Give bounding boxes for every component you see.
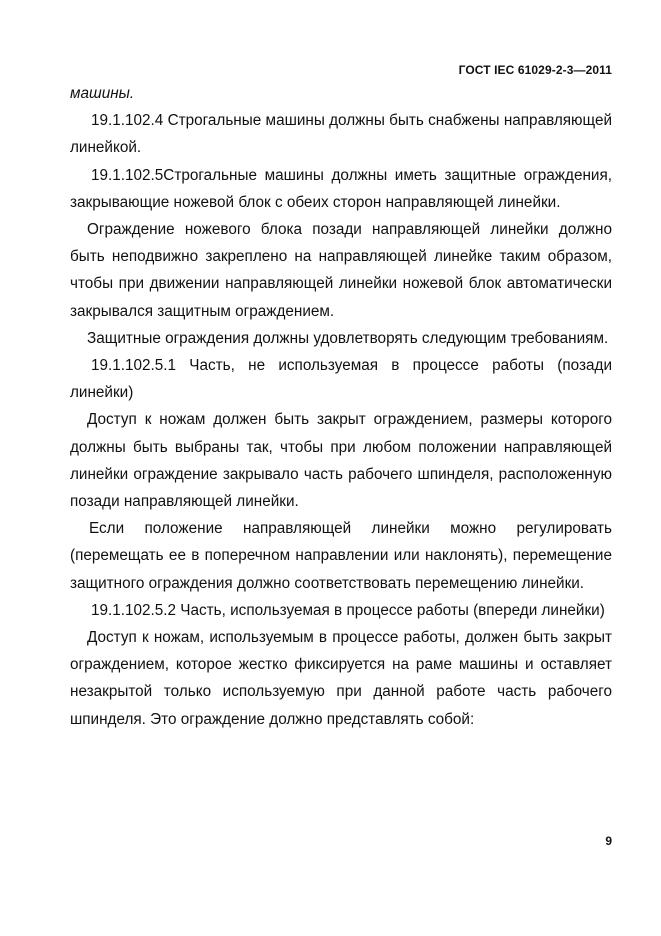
paragraph-continuation: машины. [70,85,135,102]
paragraph-clause-19-1-102-4: 19.1.102.4 Строгальные машины должны быть снабжены направляющей линейкой. [70,112,612,157]
paragraph-access-front: Доступ к ножам, используемым в процессе работы, должен быть закрыт ограждением, которое жестко фиксируется на раме машины и оставляет незакрытой только используемую при данной работе часть рабочего шпинделя. Это ограждение должно представлять собой: [70,629,612,728]
paragraph-fence-adjustment: Если положение направляющей линейки можно регулировать (перемещать ее в поперечном направлении или наклонять), перемещение защитного ограждения должно соответствовать перемещению линейки. [70,520,612,592]
document-header: ГОСТ IEC 61029-2-3—2011 [458,63,612,77]
paragraph-guard-behind-fence: Ограждение ножевого блока позади направляющей линейки должно быть неподвижно закреплено на направляющей линейке таким образом, чтобы при движении направляющей линейки ножевой блок автоматически закрывался защитным ограждением. [70,221,612,320]
document-body [70,80,612,733]
paragraph-access-behind: Доступ к ножам должен быть закрыт ограждением, размеры которого должны быть выбраны так, чтобы при любом положении направляющей линейки ограждение закрывало часть рабочего шпинделя, расположенную позади направляющей линейки. [70,411,612,511]
paragraph-clause-19-1-102-5-2: 19.1.102.5.2 Часть, используемая в процессе работы (впереди линейки) [91,601,605,619]
paragraph-clause-19-1-102-5-1: 19.1.102.5.1 Часть, не используемая в процессе работы (позади линейки) [70,357,612,402]
paragraph-clause-19-1-102-5: 19.1.102.5Строгальные машины должны иметь защитные ограждения, закрывающие ножевой блок с обеих сторон направляющей линейки. [70,166,612,211]
page-number: 9 [605,834,612,848]
paragraph-guard-requirements: Защитные ограждения должны удовлетворять следующим требованиям. [87,329,609,347]
